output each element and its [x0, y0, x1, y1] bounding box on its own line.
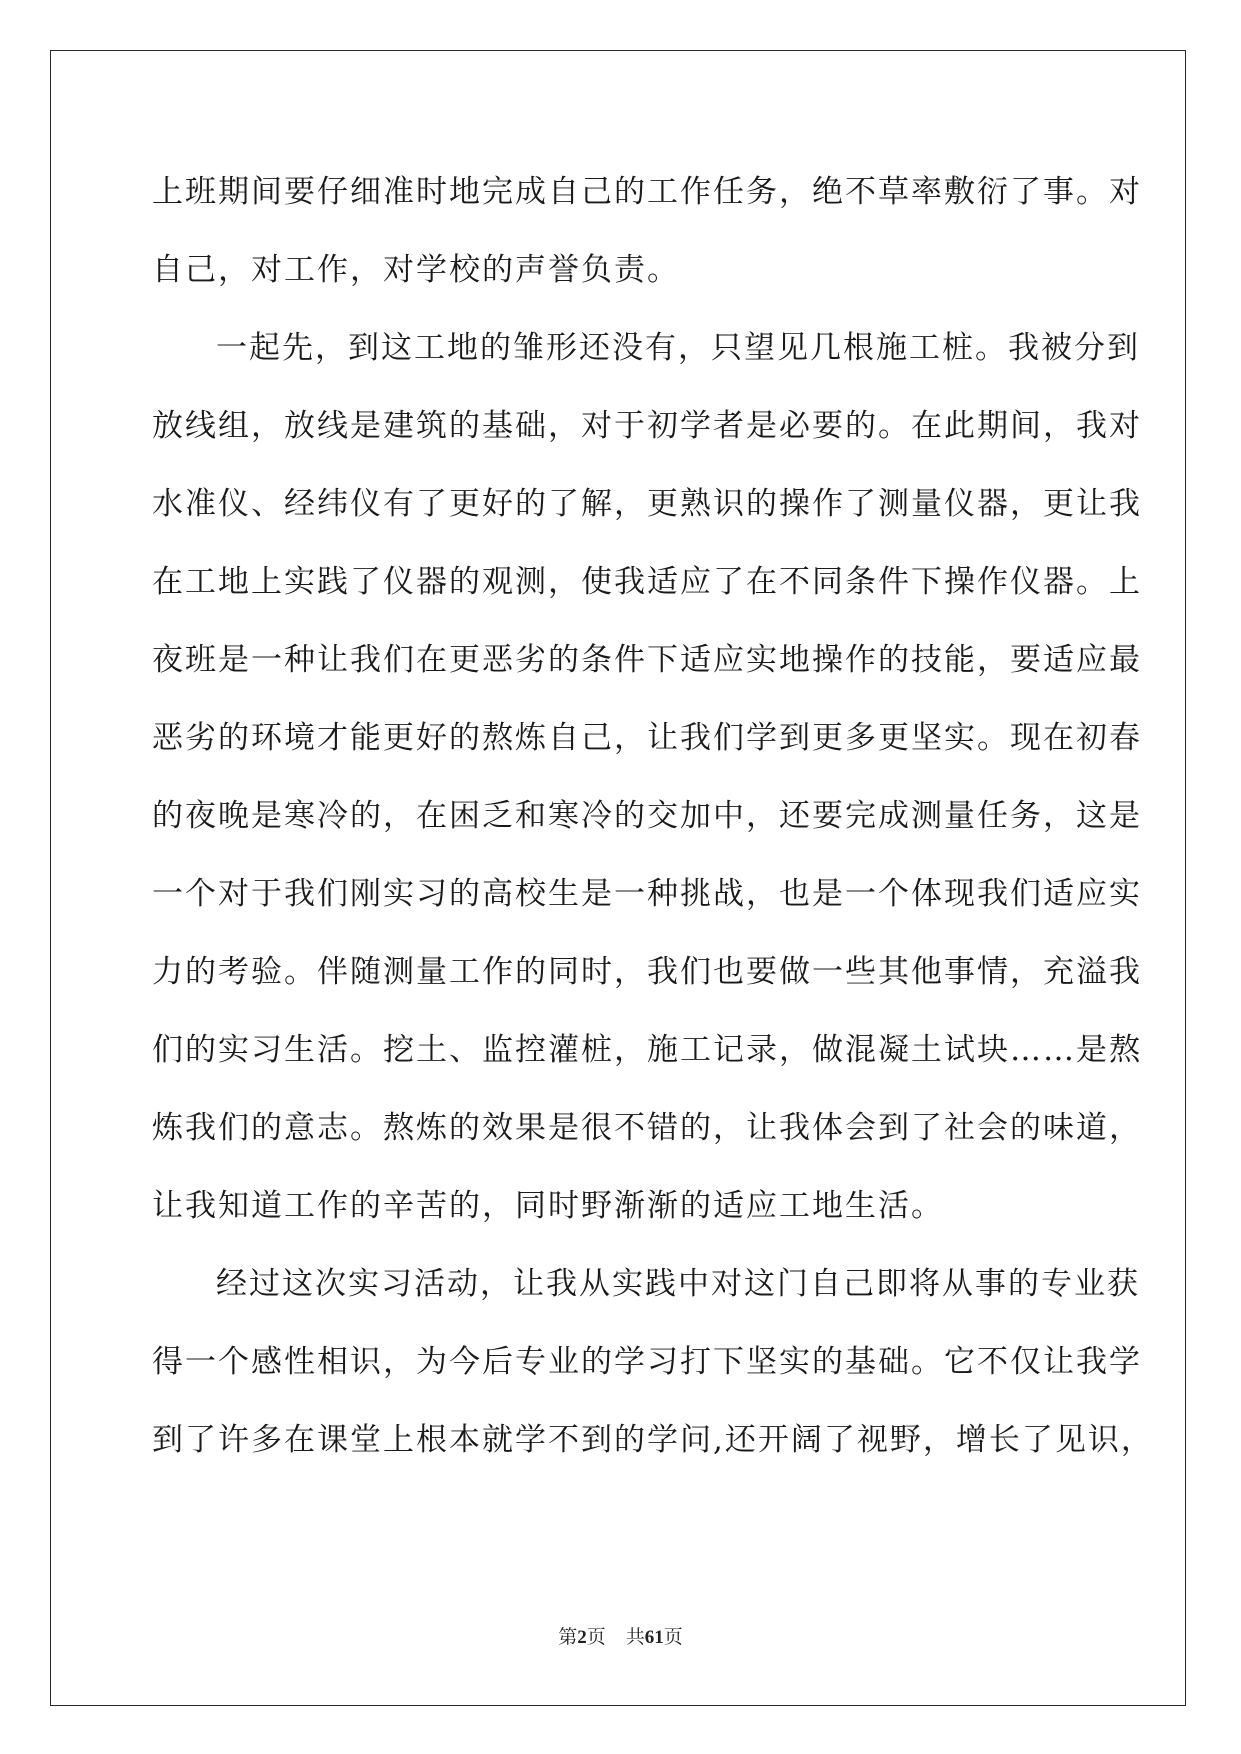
total-suffix: 页 [663, 1627, 683, 1648]
text-line: 一个对于我们刚实习的高校生是一种挑战，也是一个体现我们适应实 [152, 876, 1142, 912]
text-line: 们的实习生活。挖土、监控灌桩，施工记录，做混凝土试块……是熬 [152, 1032, 1142, 1068]
text-line: 的夜晚是寒冷的，在困乏和寒冷的交加中，还要完成测量任务，这是 [152, 798, 1142, 834]
text-line: 得一个感性相识，为今后专业的学习打下坚实的基础。它不仅让我学 [152, 1344, 1142, 1380]
page-suffix: 页 [586, 1627, 606, 1648]
text-line: 恶劣的环境才能更好的熬炼自己，让我们学到更多更坚实。现在初春 [152, 720, 1142, 756]
paragraph-start-line: 一起先，到这工地的雏形还没有，只望见几根施工桩。我被分到 [216, 330, 1140, 366]
page-prefix: 第 [558, 1627, 578, 1648]
page-number: 2 [577, 1627, 587, 1648]
text-line: 夜班是一种让我们在更恶劣的条件下适应实地操作的技能，要适应最 [152, 642, 1142, 678]
total-pages: 61 [644, 1627, 664, 1648]
text-line: 在工地上实践了仪器的观测，使我适应了在不同条件下操作仪器。上 [152, 564, 1142, 600]
paragraph-start-line: 经过这次实习活动，让我从实践中对这门自己即将从事的专业获 [216, 1266, 1140, 1302]
text-line: 炼我们的意志。熬炼的效果是很不错的，让我体会到了社会的味道， [152, 1110, 1142, 1146]
text-line: 到了许多在课堂上根本就学不到的学问,还开阔了视野，增长了见识， [152, 1422, 1154, 1458]
document-body [152, 162, 1154, 1488]
text-line: 水准仪、经纬仪有了更好的了解，更熟识的操作了测量仪器，更让我 [152, 486, 1142, 522]
text-line: 上班期间要仔细准时地完成自己的工作任务，绝不草率敷衍了事。对 [152, 174, 1142, 210]
text-line: 放线组，放线是建筑的基础，对于初学者是必要的。在此期间，我对 [152, 408, 1142, 444]
text-line: 自己，对工作，对学校的声誉负责。 [152, 252, 680, 288]
page-footer [0, 1622, 1241, 1649]
text-line: 让我知道工作的辛苦的，同时野渐渐的适应工地生活。 [152, 1188, 944, 1224]
text-line: 力的考验。伴随测量工作的同时，我们也要做一些其他事情，充溢我 [152, 954, 1142, 990]
total-prefix: 共 [625, 1627, 645, 1648]
